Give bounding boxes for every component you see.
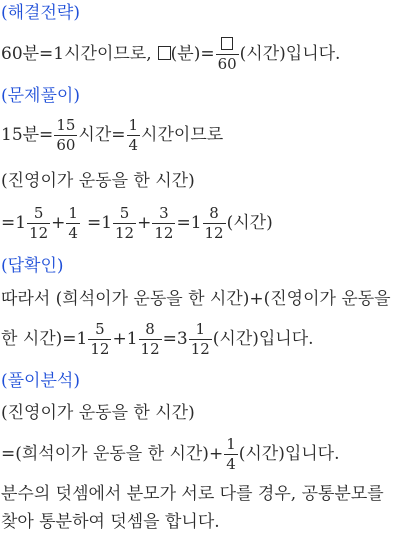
analysis-line-4: 찾아 통분하여 덧셈을 합니다. [1,512,220,532]
fraction-denominator: 12 [190,340,210,358]
fraction-denominator: 4 [68,224,78,242]
solve1-lead: 15분= [1,125,54,145]
fraction-numerator: 5 [88,322,111,340]
check2-plus: +1 [112,329,138,349]
solve3-eq3: =1 [176,213,202,233]
solve-line-3 [1,206,273,241]
analysis-line-2 [1,437,340,472]
fraction-numerator: 8 [139,322,162,340]
fraction-1-12 [189,322,212,357]
fraction-denominator: 12 [154,224,174,242]
fraction-denominator: 12 [204,224,224,242]
fraction-numerator: 15 [56,116,76,134]
fraction-denominator: 60 [56,136,76,154]
heading-check-answer: (답확인) [1,256,64,276]
fraction-numerator: 1 [68,204,78,222]
fraction-numerator: 8 [203,206,226,224]
analysis-line-3: 분수의 덧셈에서 분모가 서로 다를 경우, 공통분모를 [1,484,384,504]
strategy-fraction [216,37,239,72]
check-line-2 [1,322,314,357]
solve3-eq2: =1 [86,213,113,233]
analysis2-lead: =(희석이가 운동을 한 시간)+ [1,444,224,464]
fraction-numerator: 3 [152,206,175,224]
fraction-8-12 [203,206,226,241]
solve3-eq: =1 [1,213,27,233]
fraction-15-60 [54,118,77,153]
heading-solution-strategy: (해결전략) [1,3,80,23]
fraction-numerator: 5 [27,206,50,224]
fraction-8-12 [139,322,162,357]
check2-tail: (시간)입니다. [212,329,314,349]
strategy-unit: (분)= [170,44,215,64]
plus-sign: + [137,213,152,233]
strategy-suffix: (시간)입니다. [239,44,341,64]
fraction-denominator: 12 [115,224,135,242]
analysis-line-1: (진영이가 운동을 한 시간) [1,403,195,423]
blank-box-icon [158,46,171,60]
fraction-denominator: 60 [217,55,237,73]
solve-line-2: (진영이가 운동을 한 시간) [1,171,195,191]
solve1-tail: 시간이므로 [141,125,224,145]
fraction-denominator: 4 [226,455,236,473]
fraction-denominator: 12 [29,224,49,242]
fraction-numerator: 1 [128,116,139,134]
fraction-1-4 [224,437,238,472]
solve1-mid: 시간= [78,125,126,145]
heading-solution-analysis: (풀이분석) [1,371,80,391]
blank-box-icon [221,37,233,50]
strategy-prefix: 60분=1시간이므로, [1,44,152,64]
fraction-1-4 [66,206,80,241]
fraction-1-4 [127,118,141,153]
fraction-numerator: 5 [113,206,136,224]
fraction-5-12 [88,322,111,357]
fraction-5-12 [113,206,136,241]
check-line-1: 따라서 (희석이가 운동을 한 시간)+(진영이가 운동을 [1,289,391,309]
solve3-unit: (시간) [226,213,273,233]
fraction-numerator: 1 [189,322,212,340]
solve-line-1 [1,118,223,153]
fraction-3-12 [152,206,175,241]
heading-problem-solving: (문제풀이) [1,86,80,106]
fraction-numerator-box [216,37,239,55]
fraction-denominator: 12 [140,340,160,358]
analysis2-tail: (시간)입니다. [238,444,340,464]
strategy-line [1,37,340,72]
fraction-5-12 [27,206,50,241]
fraction-denominator: 12 [90,340,110,358]
check2-lead: 한 시간)=1 [1,329,88,349]
plus-sign: + [51,213,66,233]
fraction-numerator: 1 [226,435,236,453]
fraction-denominator: 4 [128,136,139,154]
check2-eq: =3 [162,329,188,349]
